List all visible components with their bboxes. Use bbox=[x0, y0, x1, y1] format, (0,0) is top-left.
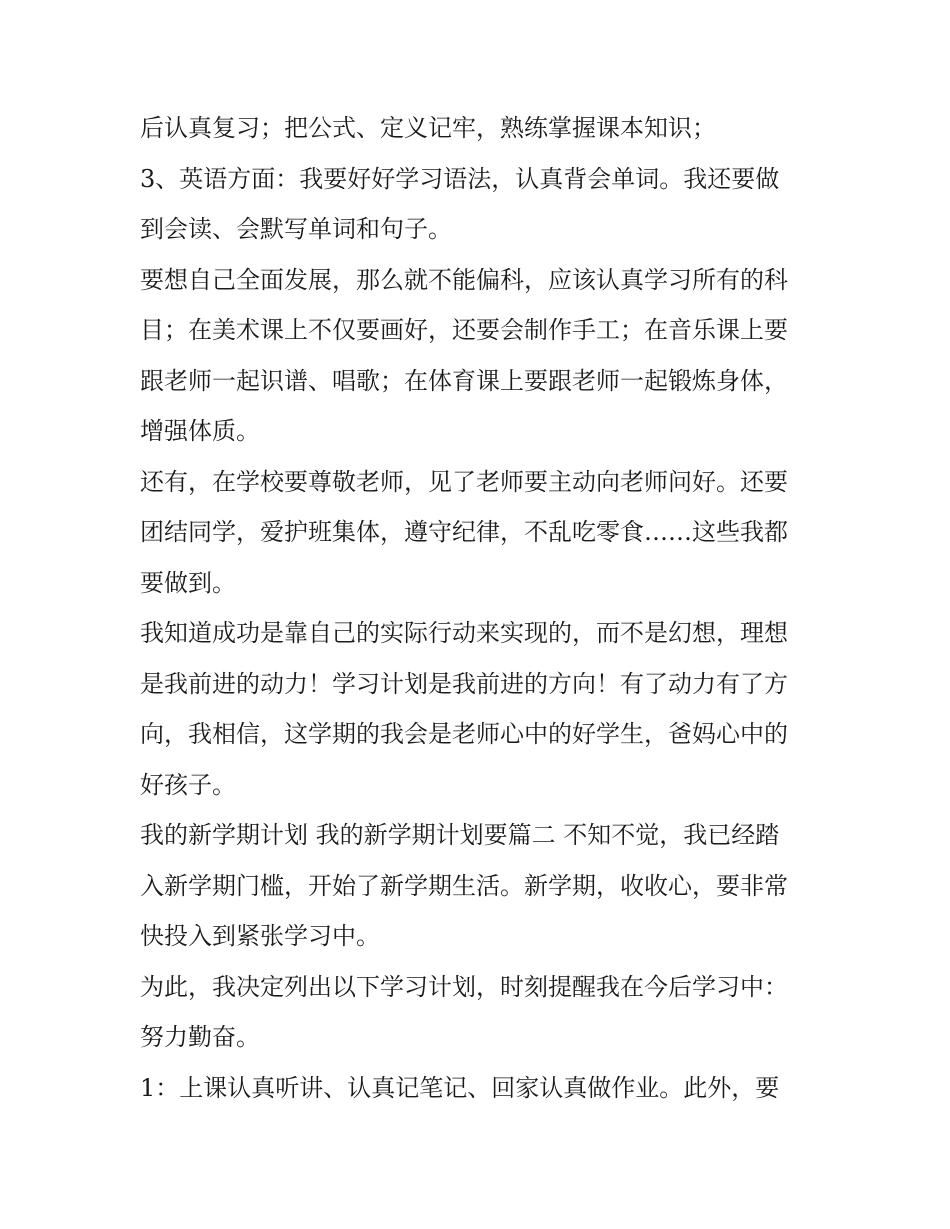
text-line: 为此，我决定列出以下学习计划，时刻提醒我在今后学习中： bbox=[140, 972, 788, 1001]
text-line: 向，我相信，这学期的我会是老师心中的好学生，爸妈心中的 bbox=[140, 720, 788, 748]
text-line: 后认真复习；把公式、定义记牢，熟练掌握课本知识； bbox=[140, 114, 716, 142]
text-line: 团结同学，爱护班集体，遵守纪律，不乱吃零食……这些我都 bbox=[140, 518, 788, 546]
paragraph-success bbox=[140, 608, 820, 810]
paragraph-conduct bbox=[140, 457, 820, 609]
text-line: 我知道成功是靠自己的实际行动来实现的，而不是幻想，理想 bbox=[140, 619, 788, 647]
text-line: 到会读、会默写单词和句子。 bbox=[140, 215, 452, 243]
text-line: 入新学期门槛，开始了新学期生活。新学期，收收心，要非常 bbox=[140, 871, 788, 900]
text-line: 1：上课认真听讲、认真记笔记、回家认真做作业。此外，要 bbox=[140, 1073, 780, 1102]
text-line: 3、英语方面：我要好好学习语法，认真背会单词。我还要做 bbox=[140, 164, 780, 193]
paragraph-item-one bbox=[140, 1063, 820, 1114]
text-line: 还有，在学校要尊敬老师，见了老师要主动向老师问好。还要 bbox=[140, 467, 788, 496]
text-line: 是我前进的动力！学习计划是我前进的方向！有了动力有了方 bbox=[140, 669, 788, 698]
text-line: 努力勤奋。 bbox=[140, 1023, 260, 1051]
paragraph-plan-intro bbox=[140, 962, 820, 1063]
text-line: 目；在美术课上不仅要画好，还要会制作手工；在音乐课上要 bbox=[140, 316, 788, 344]
text-line: 快投入到紧张学习中。 bbox=[140, 922, 380, 950]
document-body bbox=[140, 103, 820, 1113]
paragraph-review bbox=[140, 103, 820, 154]
text-line: 我的新学期计划 我的新学期计划要篇二 不知不觉，我已经踏 bbox=[140, 821, 780, 849]
paragraph-part-two bbox=[140, 810, 820, 962]
text-line: 要想自己全面发展，那么就不能偏科，应该认真学习所有的科 bbox=[140, 265, 788, 294]
text-line: 增强体质。 bbox=[140, 417, 260, 445]
paragraph-english bbox=[140, 154, 820, 255]
paragraph-all-round bbox=[140, 255, 820, 457]
text-line: 跟老师一起识谱、唱歌；在体育课上要跟老师一起锻炼身体， bbox=[140, 366, 788, 395]
text-line: 要做到。 bbox=[140, 568, 236, 597]
text-line: 好孩子。 bbox=[140, 770, 236, 799]
